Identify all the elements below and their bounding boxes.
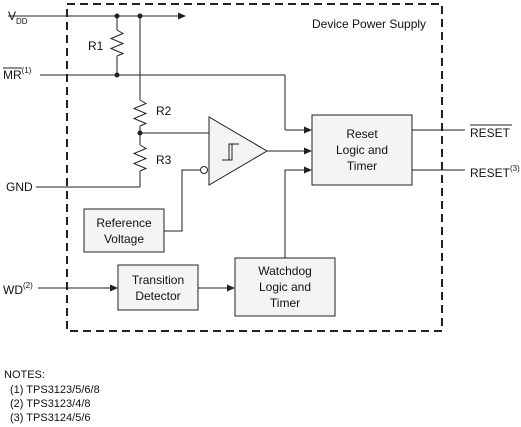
wd-label: WD$^{(2)}$ xyxy=(3,281,33,297)
vdd-label: $V_{DD}$ xyxy=(8,9,28,26)
transition-arrow xyxy=(227,285,235,292)
r2-resistor xyxy=(134,100,146,126)
reset-bar-label: RESET xyxy=(470,126,511,140)
wd-arrow xyxy=(110,285,118,292)
notes-heading: NOTES: xyxy=(4,369,45,381)
transition-text-1: Transition xyxy=(131,273,185,287)
vdd-arrow xyxy=(178,13,186,20)
transition-text-2: Detector xyxy=(135,289,181,303)
reset-logic-text-2: Logic and xyxy=(335,143,389,157)
comparator-triangle xyxy=(209,117,267,185)
junction-mr xyxy=(115,73,120,78)
reset-logic-text-1: Reset xyxy=(346,127,378,141)
region-title: Device Power Supply xyxy=(312,17,427,31)
watchdog-to-reset xyxy=(285,170,304,258)
note-1: (1) TPS3123/5/6/8 xyxy=(10,384,100,396)
r3-resistor xyxy=(134,145,146,171)
reset-label: RESET$^{(3)}$ xyxy=(470,164,520,180)
note-3: (3) TPS3124/5/6 xyxy=(10,412,91,424)
watchdog-text-2: Logic and xyxy=(258,280,312,294)
mr-arrow xyxy=(304,127,312,134)
note-2: (2) TPS3123/4/8 xyxy=(10,398,91,410)
reference-text-2: Voltage xyxy=(103,232,145,246)
reference-line xyxy=(164,170,200,231)
gnd-label: GND xyxy=(6,180,33,194)
watchdog-text-1: Watchdog xyxy=(258,264,312,278)
mr-label: MR$^{(1)}$ xyxy=(3,66,32,82)
transition-detector-block xyxy=(118,265,198,310)
r1-resistor xyxy=(111,30,123,56)
reference-text-1: Reference xyxy=(96,216,152,230)
r2-label: R2 xyxy=(156,104,172,118)
reset-logic-text-3: Timer xyxy=(346,159,378,173)
comparator-inverting-bubble xyxy=(201,167,208,174)
watchdog-text-3: Timer xyxy=(269,296,301,310)
r3-label: R3 xyxy=(156,153,172,167)
watchdog-arrow xyxy=(304,167,312,174)
comparator-arrow xyxy=(304,148,312,155)
r1-label: R1 xyxy=(88,39,104,53)
